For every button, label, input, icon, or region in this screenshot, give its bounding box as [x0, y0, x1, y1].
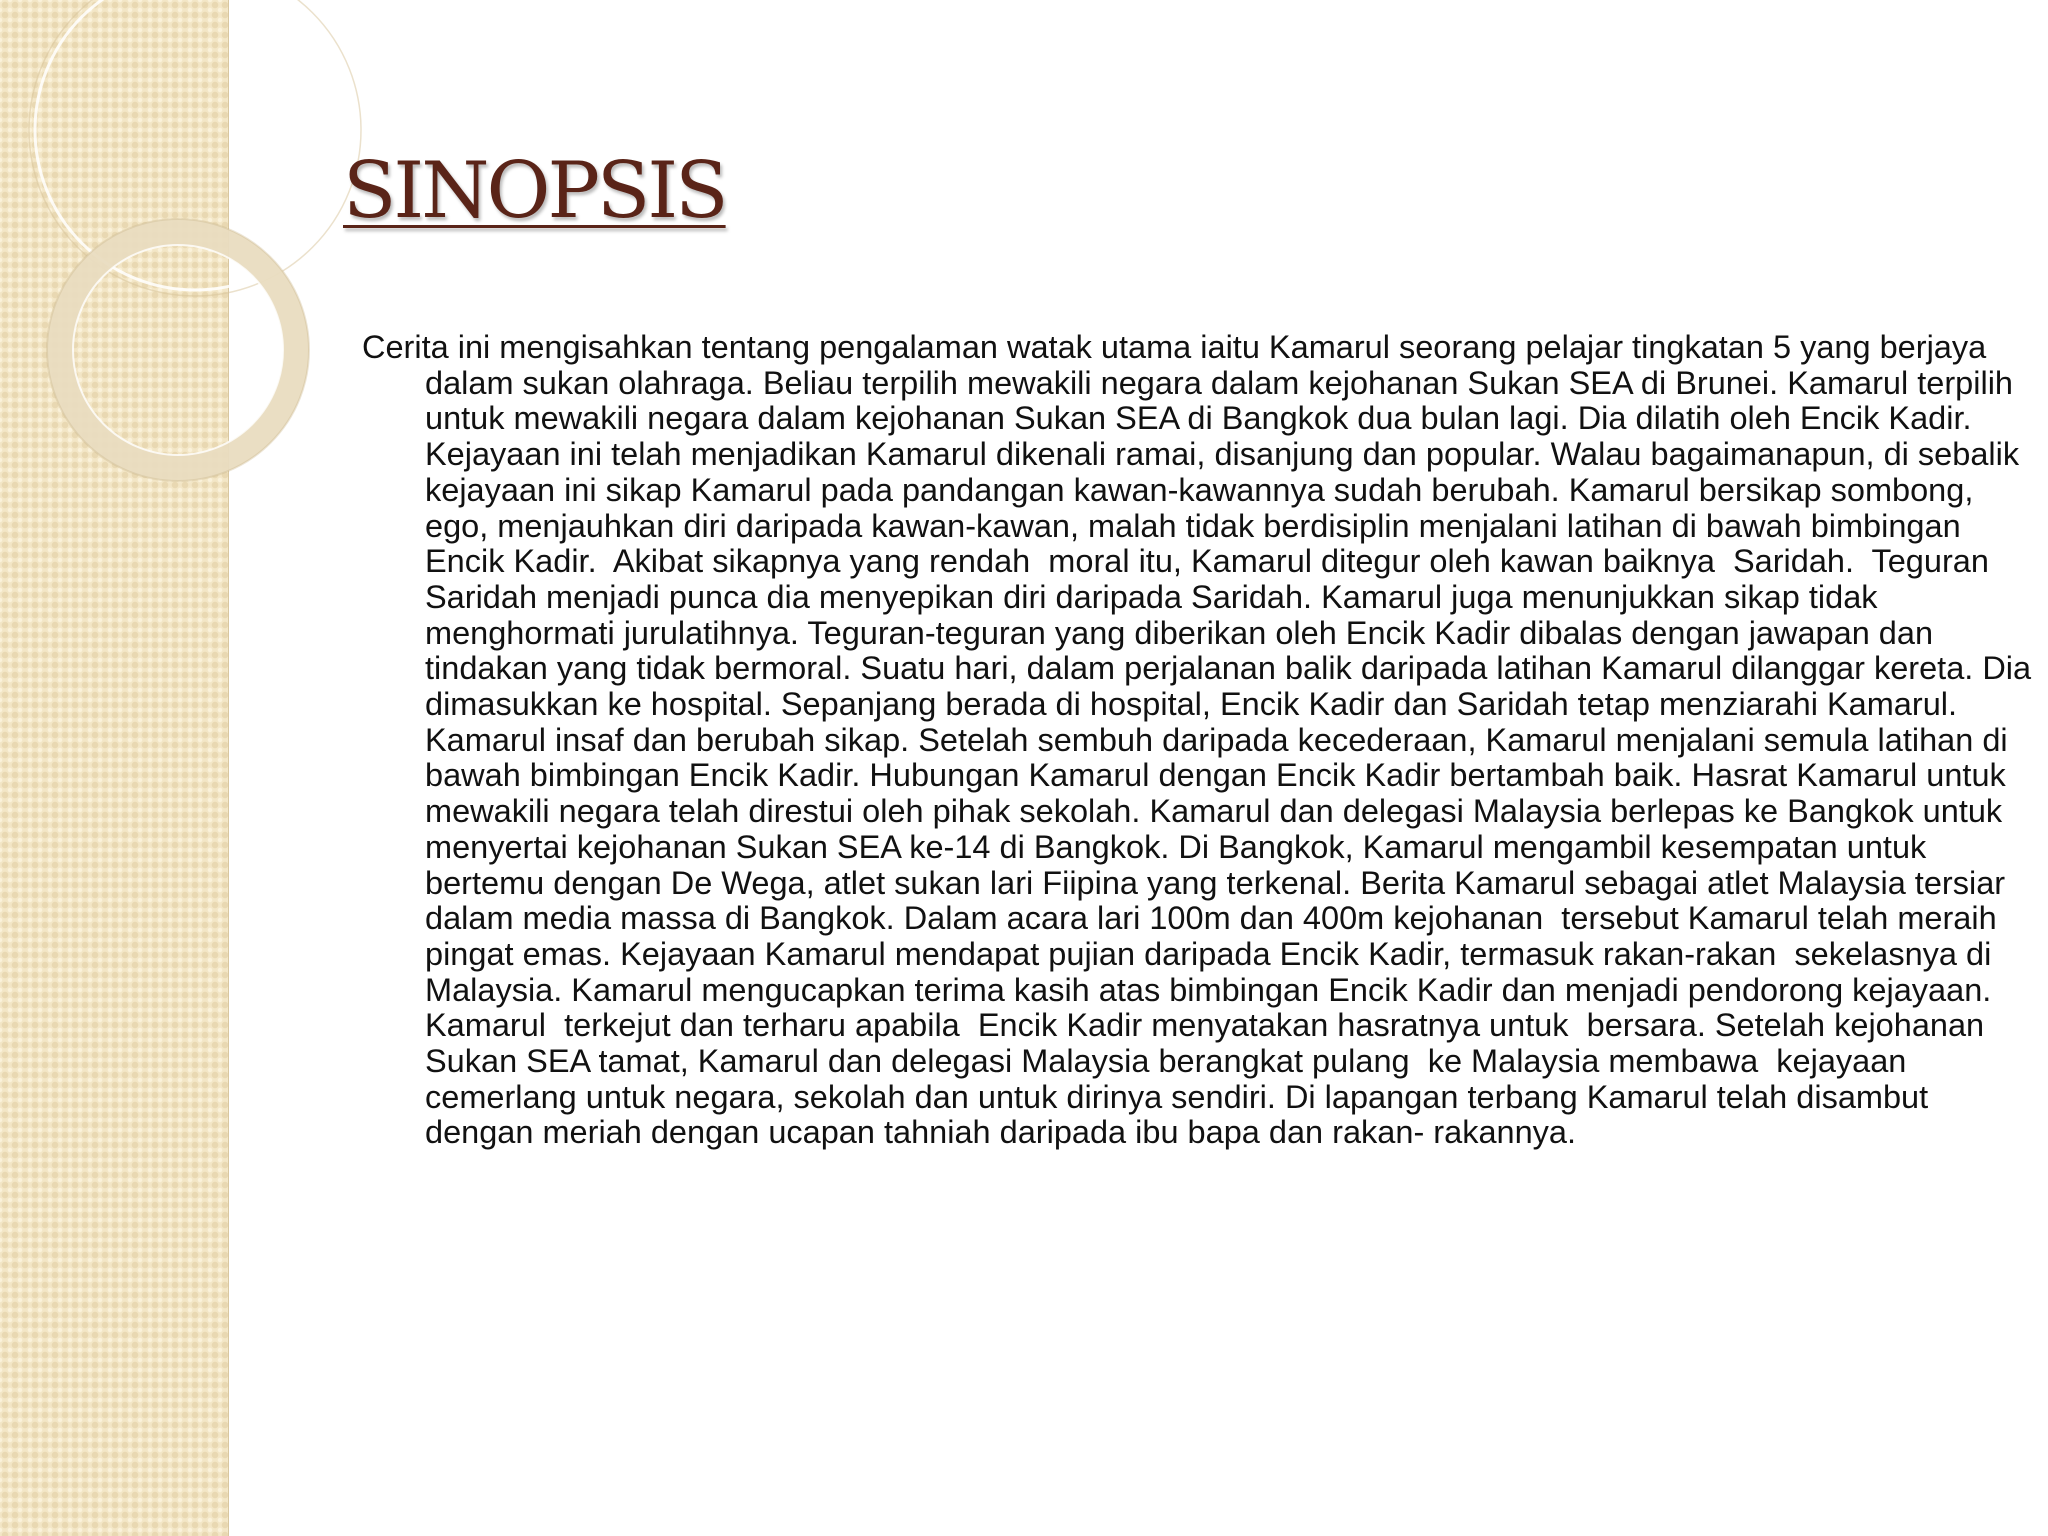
slide-title: SINOPSIS: [343, 146, 726, 236]
synopsis-paragraph: Cerita ini mengisahkan tentang pengalaman watak utama iaitu Kamarul seorang pelajar tingkatan 5 yang berjaya dalam sukan olahraga. Beliau terpilih mewakili negara dalam kejohanan Sukan SEA di Brunei. Kamarul terpilih untuk mewakili negara dalam kejohanan Sukan SEA di Bangkok dua bulan lagi. Dia dilatih oleh Encik Kadir. Kejayaan ini telah menjadikan Kamarul dikenali ramai, disanjung dan popular. Walau bagaimanapun, di sebalik kejayaan ini sikap Kamarul pada pandangan kawan-kawannya sudah berubah. Kamarul bersikap sombong, ego, menjauhkan diri daripada kawan-kawan, malah tidak berdisiplin menjalani latihan di bawah bimbingan Encik Kadir. Akibat sikapnya yang rendah moral itu, Kamarul ditegur oleh kawan baiknya Saridah. Teguran Saridah menjadi punca dia menyepikan diri daripada Saridah. Kamarul juga menunjukkan sikap tidak menghormati jurulatihnya. Teguran-teguran yang diberikan oleh Encik Kadir dibalas dengan jawapan dan tindakan yang tidak bermoral. Suatu hari, dalam perjalanan balik daripada latihan Kamarul dilanggar kereta. Dia dimasukkan ke hospital. Sepanjang berada di hospital, Encik Kadir dan Saridah tetap menziarahi Kamarul. Kamarul insaf dan berubah sikap. Setelah sembuh daripada kecederaan, Kamarul menjalani semula latihan di bawah bimbingan Encik Kadir. Hubungan Kamarul dengan Encik Kadir bertambah baik. Hasrat Kamarul untuk mewakili negara telah direstui oleh pihak sekolah. Kamarul dan delegasi Malaysia berlepas ke Bangkok untuk menyertai kejohanan Sukan SEA ke-14 di Bangkok. Di Bangkok, Kamarul mengambil kesempatan untuk bertemu dengan De Wega, atlet sukan lari Fiipina yang terkenal. Berita Kamarul sebagai atlet Malaysia tersiar dalam media massa di Bangkok. Dalam acara lari 100m dan 400m kejohanan tersebut Kamarul telah meraih pingat emas. Kejayaan Kamarul mendapat pujian daripada Encik Kadir, termasuk rakan-rakan sekelasnya di Malaysia. Kamarul mengucapkan terima kasih atas bimbingan Encik Kadir dan menjadi pendorong kejayaan. Kamarul terkejut dan terharu apabila Encik Kadir menyatakan hasratnya untuk bersara. Setelah kejohanan Sukan SEA tamat, Kamarul dan delegasi Malaysia berangkat pulang ke Malaysia membawa kejayaan cemerlang untuk negara, sekolah dan untuk dirinya sendiri. Di lapangan terbang Kamarul telah disambut dengan meriah dengan ucapan tahniah daripada ibu bapa dan rakan- rakannya.: [362, 329, 2041, 1151]
decorative-side-panel: [0, 0, 229, 1536]
